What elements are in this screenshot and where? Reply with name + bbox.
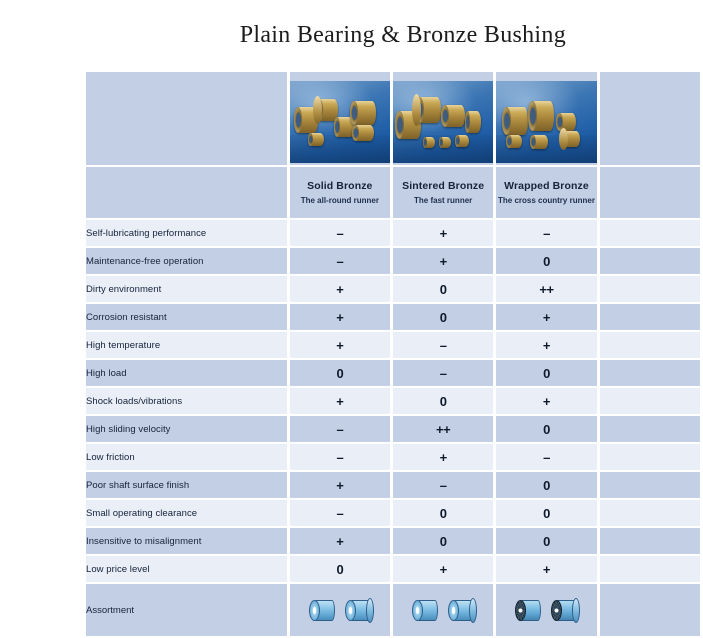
row-overflow-cell xyxy=(600,304,700,330)
row-label: Maintenance-free operation xyxy=(86,248,287,274)
rating-cell: 0 xyxy=(496,528,596,554)
rating-cell: – xyxy=(496,220,596,246)
rating-cell: 0 xyxy=(393,276,493,302)
rating-cell: 0 xyxy=(393,500,493,526)
table-row xyxy=(86,332,700,358)
rating-cell: + xyxy=(496,332,596,358)
row-label: Low friction xyxy=(86,444,287,470)
rating-cell: 0 xyxy=(496,500,596,526)
table-corner-cell xyxy=(86,72,287,165)
rating-cell: 0 xyxy=(290,360,390,386)
rating-cell: + xyxy=(290,528,390,554)
table-row xyxy=(86,556,700,582)
column-tagline: The cross country runner xyxy=(498,195,595,205)
row-label: Low price level xyxy=(86,556,287,582)
rating-cell: + xyxy=(290,332,390,358)
row-overflow-cell xyxy=(600,528,700,554)
flanged-bushing-icon xyxy=(448,600,474,621)
row-label: Shock loads/vibrations xyxy=(86,388,287,414)
bronze-bushing-icon xyxy=(530,135,548,149)
column-title: Solid Bronze xyxy=(307,179,373,192)
table-row xyxy=(86,472,700,498)
bronze-bushing-icon xyxy=(308,133,324,146)
rating-cell: 0 xyxy=(496,360,596,386)
rating-cell: + xyxy=(290,388,390,414)
row-label: Corrosion resistant xyxy=(86,304,287,330)
column-photo-wrapped-bronze xyxy=(496,72,596,165)
rating-cell: – xyxy=(496,444,596,470)
row-overflow-cell xyxy=(600,556,700,582)
rating-cell: – xyxy=(393,332,493,358)
bronze-bushing-icon xyxy=(441,105,465,127)
bronze-bushing-icon xyxy=(528,101,554,131)
rating-cell: + xyxy=(393,556,493,582)
rating-cell: + xyxy=(496,556,596,582)
rating-cell: – xyxy=(290,416,390,442)
column-header-solid-bronze xyxy=(290,167,390,218)
rating-cell: – xyxy=(290,248,390,274)
table-corner-cell-2 xyxy=(86,167,287,218)
sintered-bronze-photo xyxy=(393,81,493,163)
row-label: High temperature xyxy=(86,332,287,358)
rating-cell: ++ xyxy=(496,276,596,302)
table-header-name-row xyxy=(86,167,700,218)
rating-cell: – xyxy=(393,360,493,386)
assortment-overflow-cell xyxy=(600,584,700,636)
bronze-bushing-icon xyxy=(352,125,374,141)
table-row xyxy=(86,248,700,274)
column-title: Sintered Bronze xyxy=(402,179,485,192)
rating-cell: + xyxy=(496,388,596,414)
column-tagline: The all-round runner xyxy=(300,195,379,205)
row-overflow-cell xyxy=(600,388,700,414)
assortment-solid-bronze xyxy=(290,584,390,636)
solid-bronze-photo xyxy=(290,81,390,163)
rating-cell: 0 xyxy=(496,472,596,498)
rating-cell: 0 xyxy=(290,556,390,582)
row-label: High load xyxy=(86,360,287,386)
sleeve-bushing-icon xyxy=(309,600,335,621)
flanged-bushing-icon xyxy=(345,600,371,621)
rating-cell: 0 xyxy=(393,528,493,554)
column-tagline: The fast runner xyxy=(414,195,473,205)
table-row xyxy=(86,388,700,414)
assortment-label: Assortment xyxy=(86,584,287,636)
column-header-wrapped-bronze xyxy=(496,167,596,218)
rating-cell: – xyxy=(290,444,390,470)
row-label: Self-lubricating performance xyxy=(86,220,287,246)
row-overflow-cell xyxy=(600,360,700,386)
row-label: Small operating clearance xyxy=(86,500,287,526)
row-overflow-cell xyxy=(600,332,700,358)
row-overflow-cell xyxy=(600,276,700,302)
table-overflow-cell-2 xyxy=(600,167,700,218)
page-title: Plain Bearing & Bronze Bushing xyxy=(239,22,566,48)
table-row xyxy=(86,416,700,442)
rating-cell: + xyxy=(290,304,390,330)
assortment-row xyxy=(86,584,700,636)
column-header-sintered-bronze xyxy=(393,167,493,218)
row-overflow-cell xyxy=(600,416,700,442)
bronze-bushing-icon xyxy=(423,137,435,148)
bronze-bushing-icon xyxy=(439,137,451,148)
rating-cell: + xyxy=(290,472,390,498)
rating-cell: + xyxy=(393,248,493,274)
table-header-photo-row xyxy=(86,72,700,165)
row-overflow-cell xyxy=(600,248,700,274)
bronze-bushing-icon xyxy=(562,131,580,147)
column-photo-solid-bronze xyxy=(290,72,390,165)
table-row xyxy=(86,304,700,330)
comparison-table-container xyxy=(86,72,595,616)
column-photo-sintered-bronze xyxy=(393,72,493,165)
rating-cell: – xyxy=(290,220,390,246)
rating-cell: 0 xyxy=(393,304,493,330)
flanged-bushing-icon xyxy=(551,600,577,621)
row-label: Insensitive to misalignment xyxy=(86,528,287,554)
photo-floor xyxy=(290,135,390,163)
table-row xyxy=(86,276,700,302)
row-overflow-cell xyxy=(600,500,700,526)
bronze-bushing-icon xyxy=(415,97,441,123)
assortment-sintered-bronze xyxy=(393,584,493,636)
row-overflow-cell xyxy=(600,220,700,246)
table-row xyxy=(86,528,700,554)
rating-cell: – xyxy=(393,472,493,498)
table-row xyxy=(86,500,700,526)
bronze-bushing-icon xyxy=(502,107,528,135)
rating-cell: + xyxy=(393,220,493,246)
wrapped-bronze-photo xyxy=(496,81,596,163)
rating-cell: + xyxy=(393,444,493,470)
table-overflow-cell xyxy=(600,72,700,165)
sleeve-bushing-icon xyxy=(412,600,438,621)
bronze-bushing-icon xyxy=(316,99,338,121)
rating-cell: + xyxy=(290,276,390,302)
rating-cell: ++ xyxy=(393,416,493,442)
bronze-bushing-icon xyxy=(455,135,469,147)
table-row xyxy=(86,444,700,470)
rating-cell: 0 xyxy=(496,248,596,274)
table-row xyxy=(86,360,700,386)
comparison-table xyxy=(83,70,703,638)
row-overflow-cell xyxy=(600,472,700,498)
row-label: High sliding velocity xyxy=(86,416,287,442)
bronze-bushing-icon xyxy=(350,101,376,125)
bronze-bushing-icon xyxy=(506,135,522,148)
column-title: Wrapped Bronze xyxy=(504,179,589,192)
bronze-bushing-icon xyxy=(465,111,481,133)
assortment-wrapped-bronze xyxy=(496,584,596,636)
row-overflow-cell xyxy=(600,444,700,470)
rating-cell: + xyxy=(496,304,596,330)
rating-cell: 0 xyxy=(393,388,493,414)
row-label: Poor shaft surface finish xyxy=(86,472,287,498)
bronze-bushing-icon xyxy=(556,113,576,131)
rating-cell: 0 xyxy=(496,416,596,442)
sleeve-bushing-icon xyxy=(515,600,541,621)
table-row xyxy=(86,220,700,246)
row-label: Dirty environment xyxy=(86,276,287,302)
rating-cell: – xyxy=(290,500,390,526)
